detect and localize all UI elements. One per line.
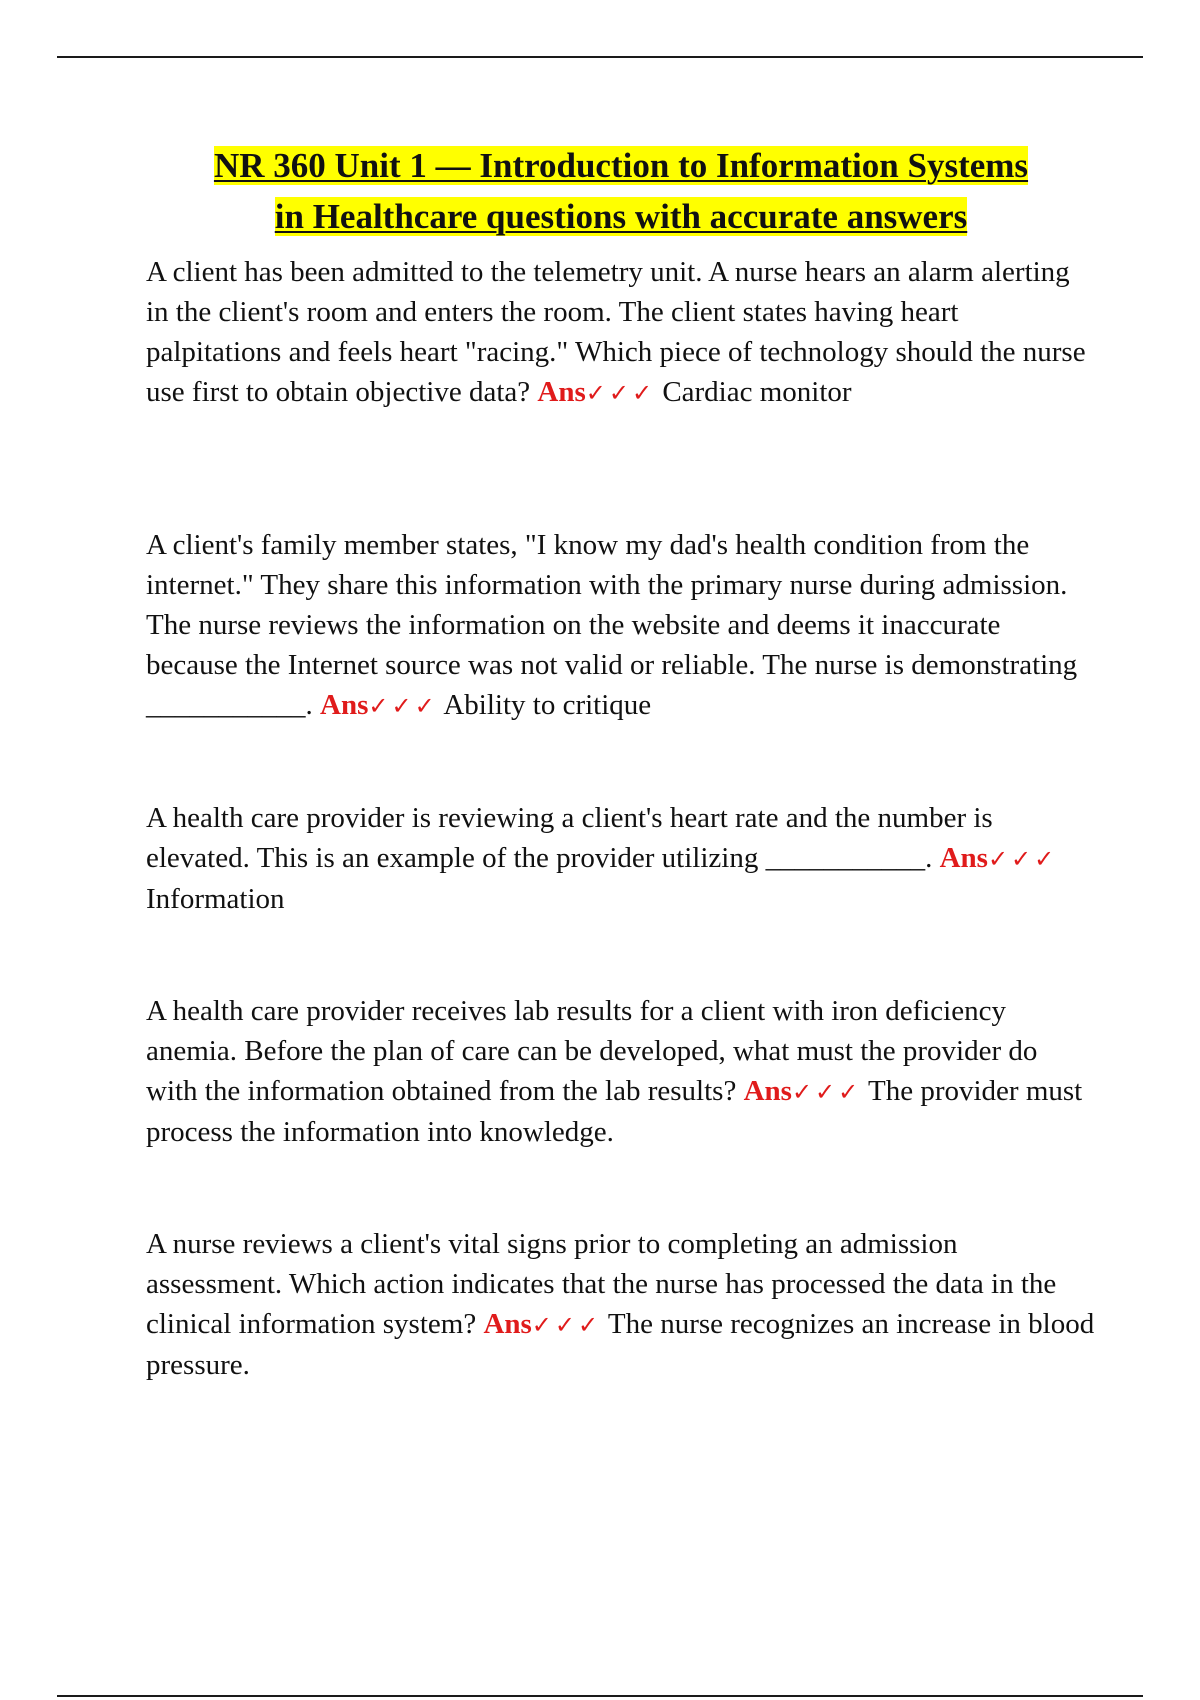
question-text: A health care provider receives lab results for a client with iron deficiency anemia. Before the plan of care can be developed, what must the provider do with the information obtained from the lab results? — [146, 995, 1038, 1107]
answer-text: Cardiac monitor — [662, 376, 852, 408]
checkmarks-icon: ✓✓✓ — [987, 845, 1058, 873]
answer-label: Ans — [320, 689, 369, 721]
title-line-2: in Healthcare questions with accurate answers — [274, 197, 968, 236]
answer-text: The provider must process the information into knowledge. — [146, 1075, 1083, 1148]
document-title — [146, 140, 1096, 242]
answer-label: Ans — [743, 1075, 792, 1107]
qa-item — [146, 252, 1096, 413]
answer-label: Ans — [537, 376, 586, 408]
document-body — [146, 140, 1096, 1385]
qa-item — [146, 798, 1096, 919]
answer-text: The nurse recognizes an increase in blood pressure. — [146, 1308, 1095, 1381]
checkmarks-icon: ✓✓✓ — [585, 379, 656, 407]
checkmarks-icon: ✓✓✓ — [791, 1078, 862, 1106]
checkmarks-icon: ✓✓✓ — [368, 692, 438, 720]
qa-item — [146, 1224, 1096, 1385]
answer-label: Ans — [483, 1308, 532, 1340]
question-text: A health care provider is reviewing a client's heart rate and the number is elevated. This is an example of the provider utilizing ___________. — [146, 802, 993, 874]
checkmarks-icon: ✓✓✓ — [531, 1311, 602, 1339]
answer-text: Ability to critique — [443, 689, 652, 721]
answer-text: Information — [146, 883, 285, 915]
qa-item — [146, 525, 1096, 726]
title-line-1: NR 360 Unit 1 — Introduction to Information Systems — [213, 146, 1029, 185]
question-text: A client has been admitted to the telemetry unit. A nurse hears an alarm alerting in the client's room and enters the room. The client states having heart palpitations and feels heart "racing." Which piece of technology should the nurse use first to obtain objective data? — [146, 256, 1086, 408]
answer-label: Ans — [939, 842, 988, 874]
qa-item — [146, 991, 1096, 1152]
bottom-rule — [57, 1695, 1143, 1697]
top-rule — [57, 56, 1143, 58]
question-text: A client's family member states, "I know my dad's health condition from the internet." They share this information with the primary nurse during admission. The nurse reviews the information on the website and deems it inaccurate because the Internet source was not valid or reliable. The nurse is demonstrating ___________. — [146, 529, 1078, 721]
question-text: A nurse reviews a client's vital signs prior to completing an admission assessment. Which action indicates that the nurse has processed the data in the clinical information system? — [146, 1228, 1057, 1340]
